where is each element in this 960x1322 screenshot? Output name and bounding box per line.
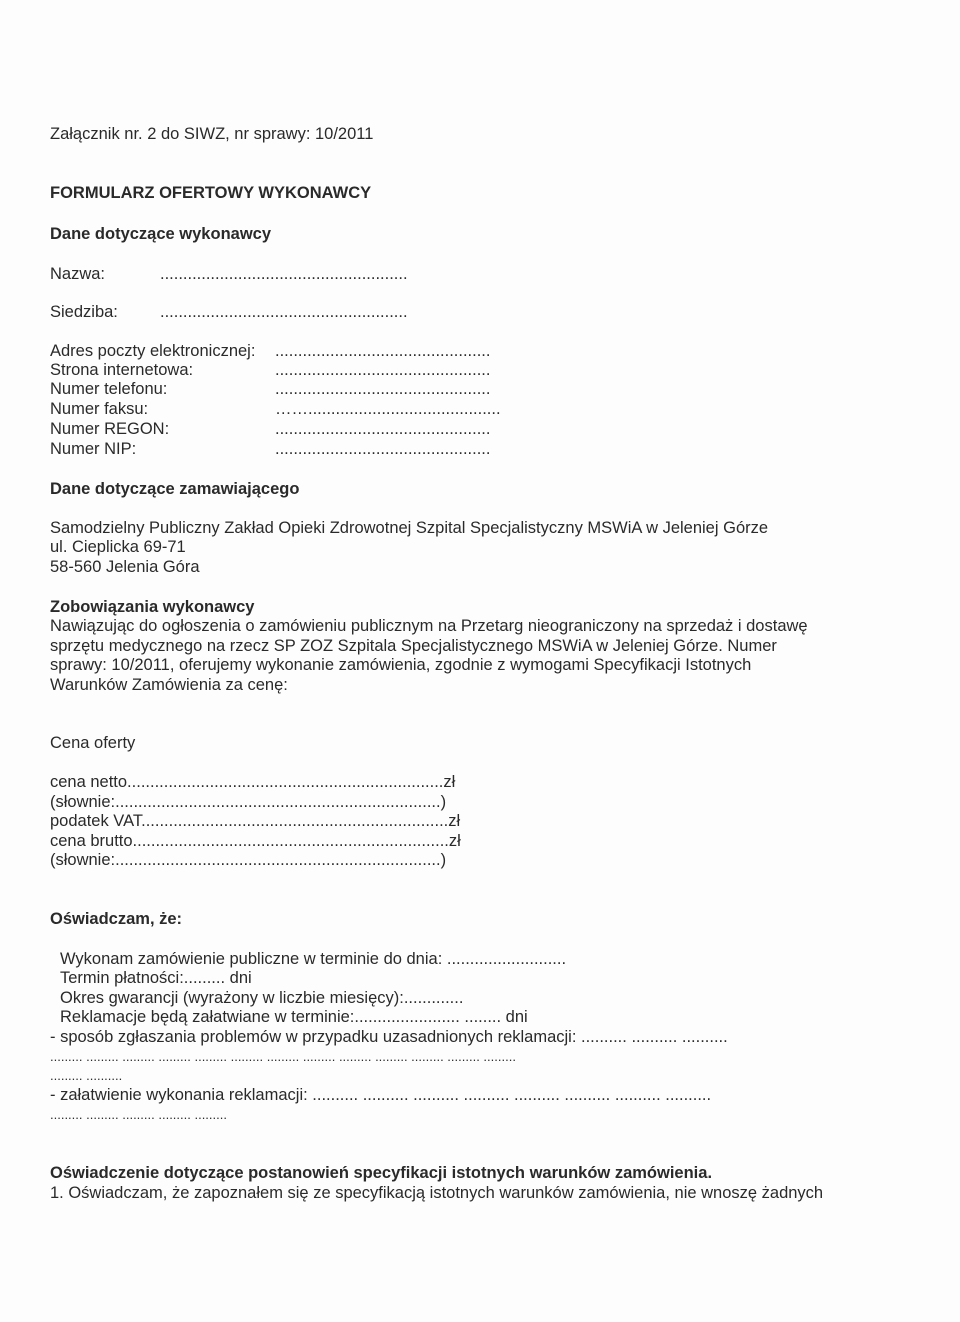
warranty-field[interactable]: Okres gwarancji (wyrażony w liczbie miesięcy):.............: [60, 989, 464, 1007]
ordering-party-name: Samodzielny Publiczny Zakład Opieki Zdrowotnej Szpital Specjalistyczny MSWiA w Jeleniej Górze: [50, 519, 769, 537]
nip-label: Numer NIP:: [50, 440, 137, 458]
declaration-heading: Oświadczam, że:: [50, 910, 183, 928]
obligations-heading: Zobowiązania wykonawcy: [50, 598, 255, 616]
fax-label: Numer faksu:: [50, 400, 149, 418]
regon-field[interactable]: ...............................................: [275, 420, 491, 438]
report-method-dots-1[interactable]: ......... ......... ......... ......... ......... ......... ......... ......... ......... ......... ......... ......... .........: [50, 1049, 516, 1064]
website-label: Strona internetowa:: [50, 361, 194, 379]
fax-field[interactable]: ……..........................................: [275, 400, 501, 418]
obligations-line-2: sprzętu medycznego na rzecz SP ZOZ Szpitala Specjalistycznego MSWiA w Jeleniej Górze. Numer: [50, 637, 777, 655]
obligations-line-3: sprawy: 10/2011, oferujemy wykonanie zamówienia, zgodnie z wymogami Specyfikacji Istotnych: [50, 656, 752, 674]
obligations-line-4: Warunków Zamówienia za cenę:: [50, 676, 288, 694]
ordering-party-street: ul. Cieplicka 69-71: [50, 538, 186, 556]
seat-field[interactable]: ......................................................: [160, 303, 408, 321]
resolution-field[interactable]: - załatwienie wykonania reklamacji: .......... .......... .......... .......... .......... .......... .......... ..........: [50, 1086, 712, 1104]
phone-field[interactable]: ...............................................: [275, 380, 491, 398]
gross-price-words-field[interactable]: (słownie:.......................................................................): [50, 851, 447, 869]
offer-heading: Cena oferty: [50, 734, 136, 752]
gross-price-field[interactable]: cena brutto.....................................................................zł: [50, 832, 461, 850]
website-field[interactable]: ...............................................: [275, 361, 491, 379]
phone-label: Numer telefonu:: [50, 380, 168, 398]
attachment-header: Załącznik nr. 2 do SIWZ, nr sprawy: 10/2011: [50, 125, 374, 143]
ordering-party-city: 58-560 Jelenia Góra: [50, 558, 200, 576]
ordering-party-heading: Dane dotyczące zamawiającego: [50, 480, 300, 498]
email-field[interactable]: ...............................................: [275, 342, 491, 360]
form-title: FORMULARZ OFERTOWY WYKONAWCY: [50, 184, 372, 202]
report-method-dots-2[interactable]: ......... ..........: [50, 1068, 123, 1083]
contractor-heading: Dane dotyczące wykonawcy: [50, 225, 272, 243]
complaints-term-field[interactable]: Reklamacje będą załatwiane w terminie:....................... ........ dni: [60, 1008, 528, 1026]
obligations-line-1: Nawiązując do ogłoszenia o zamówieniu publicznym na Przetarg nieograniczony na sprzedaż i dostawę: [50, 617, 808, 635]
payment-term-field[interactable]: Termin płatności:......... dni: [60, 969, 252, 987]
seat-label: Siedziba:: [50, 303, 118, 321]
regon-label: Numer REGON:: [50, 420, 170, 438]
email-label: Adres poczty elektronicznej:: [50, 342, 256, 360]
report-method-field[interactable]: - sposób zgłaszania problemów w przypadku uzasadnionych reklamacji: .......... .......... ..........: [50, 1028, 728, 1046]
spec-declaration-heading: Oświadczenie dotyczące postanowień specyfikacji istotnych warunków zamówienia.: [50, 1164, 713, 1182]
name-field[interactable]: ......................................................: [160, 265, 408, 283]
vat-field[interactable]: podatek VAT...................................................................zł: [50, 812, 461, 830]
name-label: Nazwa:: [50, 265, 106, 283]
spec-declaration-item-1: 1. Oświadczam, że zapoznałem się ze specyfikacją istotnych warunków zamówienia, nie wnoszę żadnych: [50, 1184, 824, 1202]
net-price-words-field[interactable]: (słownie:.......................................................................): [50, 793, 447, 811]
resolution-dots[interactable]: ......... ......... ......... ......... .........: [50, 1107, 227, 1122]
deadline-field[interactable]: Wykonam zamówienie publiczne w terminie do dnia: ..........................: [60, 950, 567, 968]
nip-field[interactable]: ...............................................: [275, 440, 491, 458]
net-price-field[interactable]: cena netto.....................................................................zł: [50, 773, 456, 791]
